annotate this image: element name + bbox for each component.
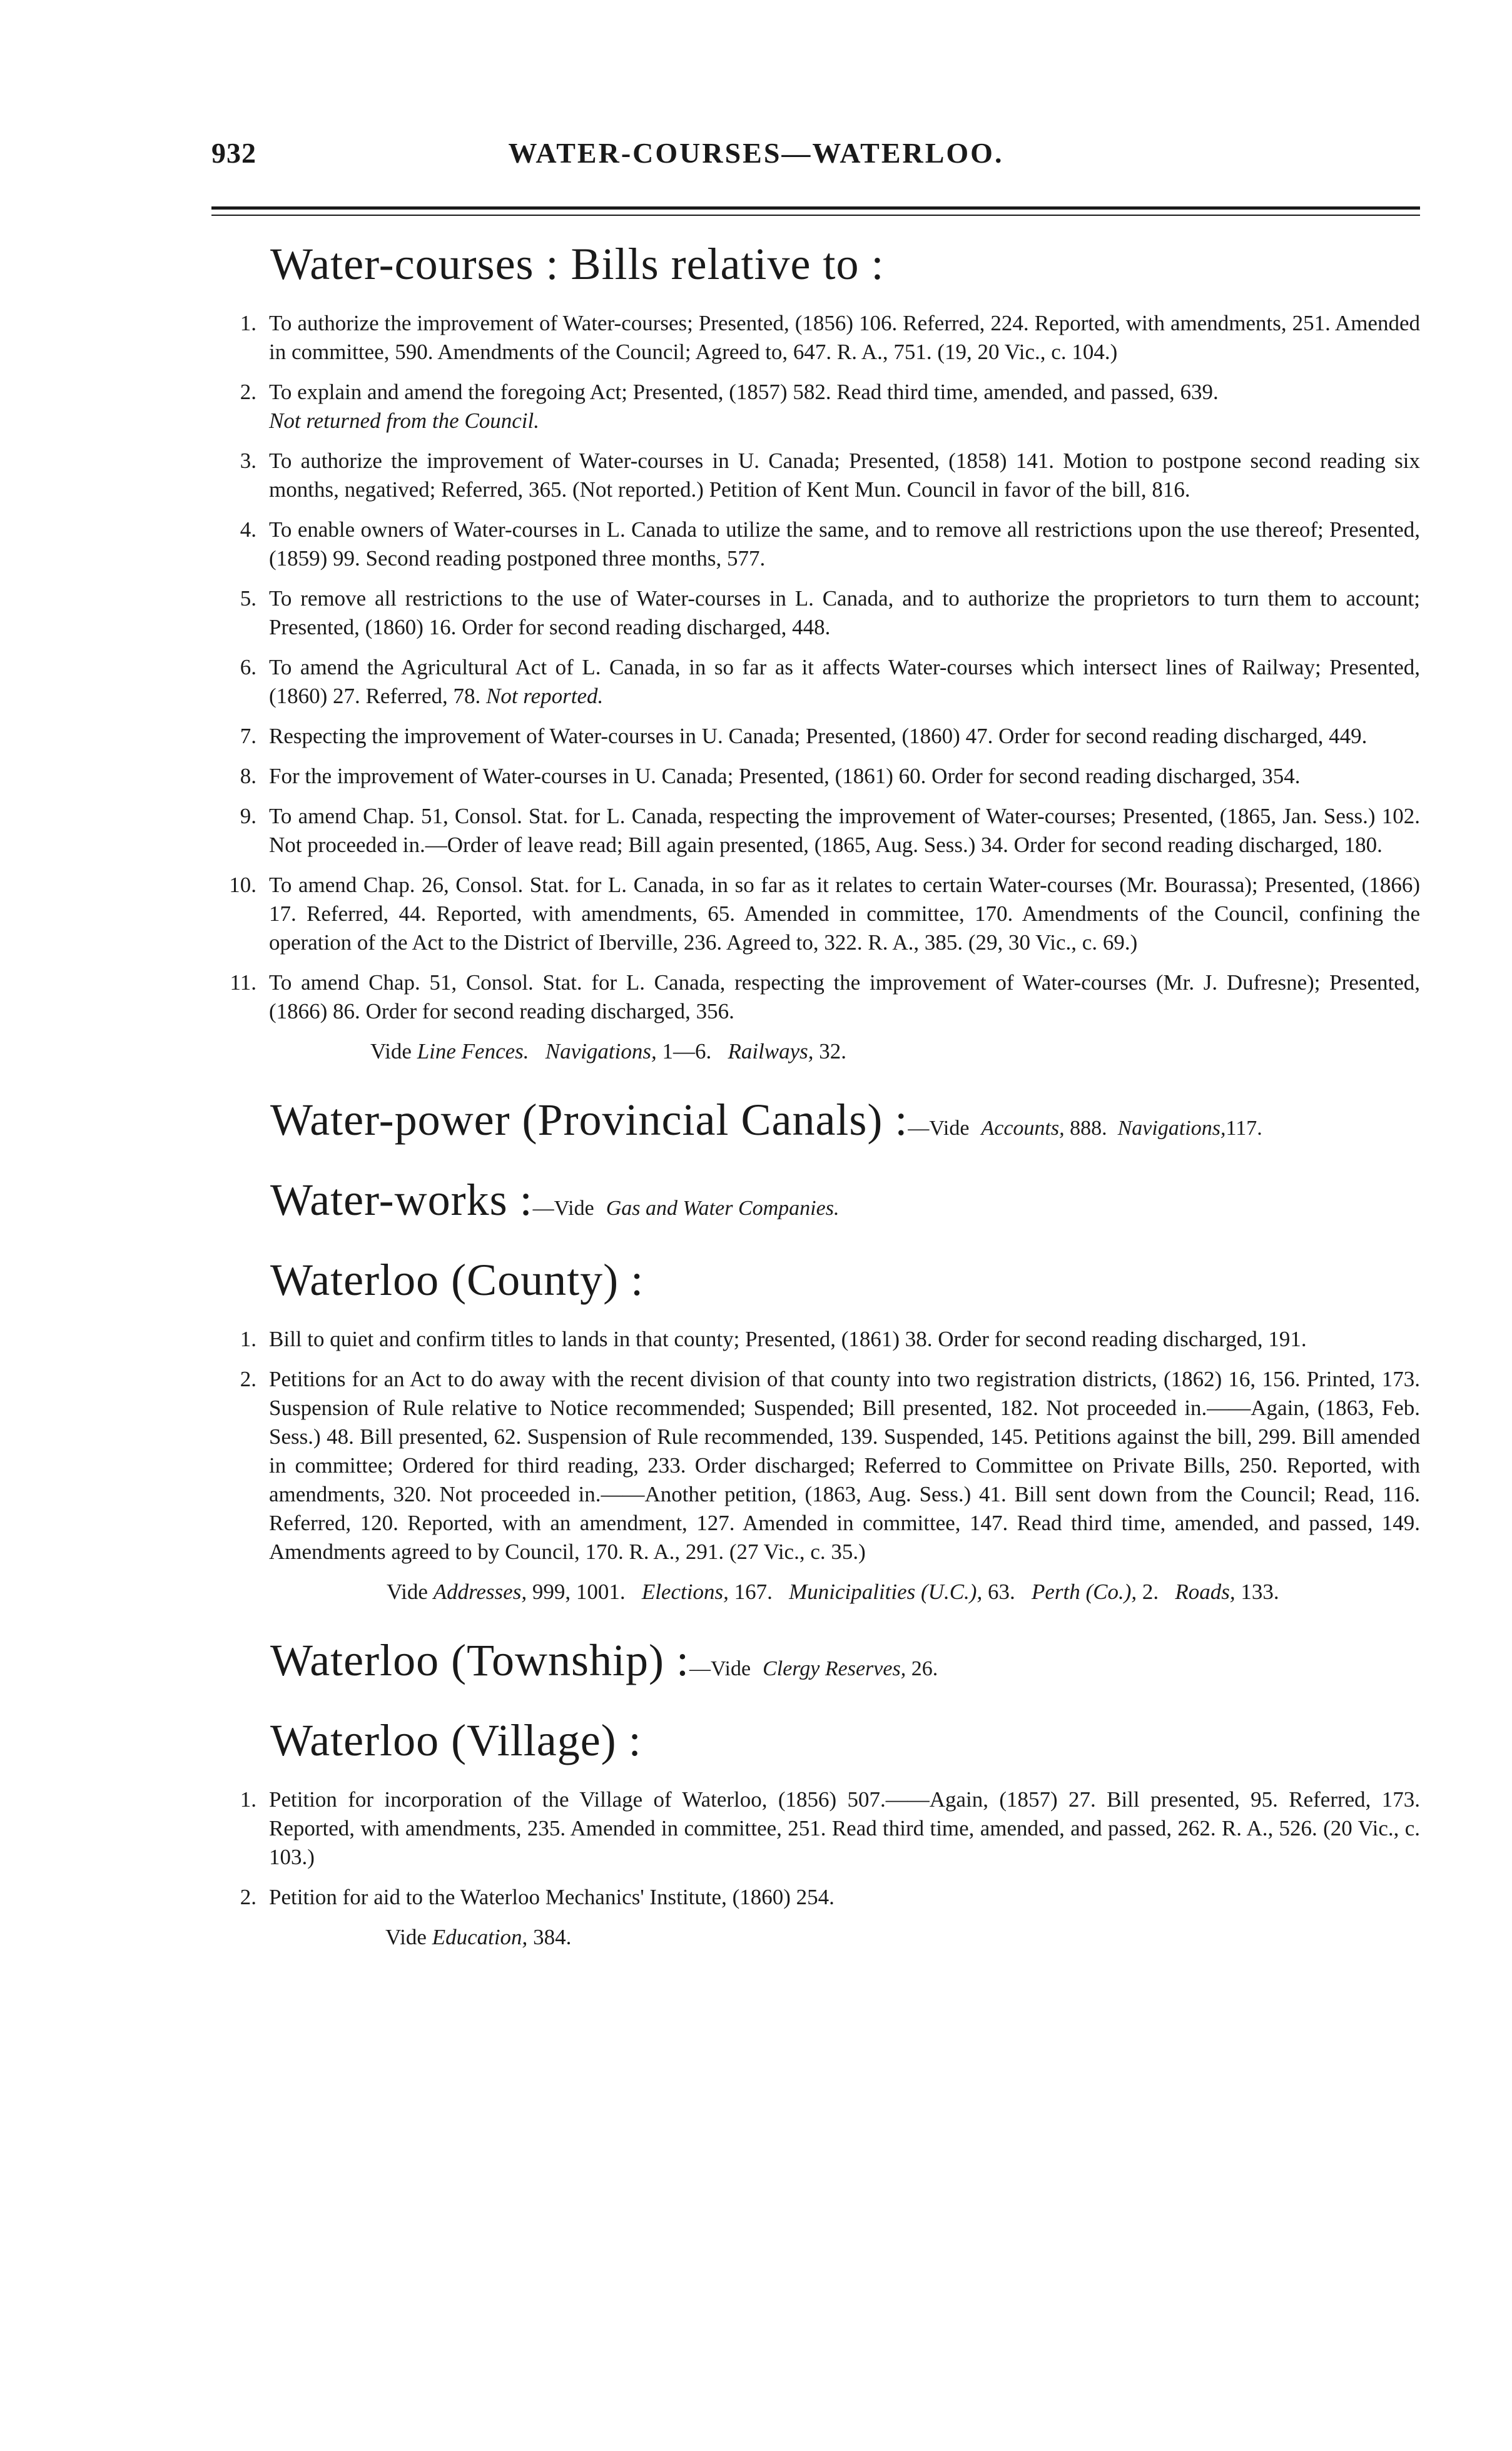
- cross-reference-pages: 167.: [734, 1580, 773, 1604]
- cross-reference-waterloo-county: [387, 1578, 1420, 1606]
- cross-reference-link[interactable]: Roads,: [1175, 1580, 1235, 1604]
- cross-reference-waterloo-village: [385, 1923, 1420, 1952]
- cross-reference-link[interactable]: Railways,: [728, 1039, 814, 1063]
- entry-number: 1.: [240, 311, 256, 335]
- list-item: [211, 871, 1420, 957]
- list-item: [211, 1365, 1420, 1566]
- entry-number: 10.: [229, 873, 256, 897]
- list-item: [211, 309, 1420, 367]
- entry-number: 2.: [240, 1885, 256, 1909]
- list-item: [211, 447, 1420, 504]
- vide-label: Vide: [385, 1925, 427, 1949]
- list-item: [211, 762, 1420, 791]
- section-heading-waterloo-township: [270, 1634, 1420, 1695]
- cross-reference-link[interactable]: Navigations,: [1117, 1117, 1226, 1140]
- cross-reference-pages: 999, 1001.: [532, 1580, 626, 1604]
- cross-reference-pages: 117.: [1225, 1117, 1262, 1140]
- list-item: [211, 378, 1420, 435]
- entry-number: 4.: [240, 517, 256, 542]
- header-rule-thick: [211, 206, 1420, 210]
- cross-reference-link[interactable]: Municipalities (U.C.),: [789, 1580, 983, 1604]
- entry-text: To amend Chap. 51, Consol. Stat. for L. Canada, respecting the improvement of Water-courses; Presented, (1865, Jan. Sess.) 102. Not proceeded in.—Order of leave read; Bill again presented, (1865, Aug. Sess.) 34. Order for second reading discharged, 180.: [269, 804, 1420, 857]
- entry-number: 6.: [240, 655, 256, 679]
- cross-reference-pages: 133.: [1241, 1580, 1279, 1604]
- entry-number: 8.: [240, 764, 256, 788]
- entry-text: Petitions for an Act to do away with the recent division of that county into two registration districts, (1862) 16, 156. Printed, 173. Suspension of Rule relative to Notice recommended; Suspended; Bill presented, 182. Not proceeded in.——Again, (1863, Feb. Sess.) 48. Bill presented, 62. Suspension of Rule recommended, 139. Suspended, 145. Petitions against the bill, 299. Bill amended in committee; Ordered for third reading, 233. Order discharged; Referred to Committee on Private Bills, 250. Reported, with amendments, 320. Not proceeded in.——Another petition, (1863, Aug. Sess.) 41. Bill sent down from the Council; Read, 116. Referred, 120. Reported, with an amendment, 127. Amended in committee, 147. Read third time, amended, and passed, 149. Amendments agreed to by Council, 170. R. A., 291. (27 Vic., c. 35.): [269, 1367, 1420, 1564]
- entry-number: 9.: [240, 804, 256, 828]
- entry-note: Not returned from the Council.: [269, 408, 539, 433]
- running-title: WATER-COURSES—WATERLOO.: [508, 137, 1004, 169]
- entry-text: To authorize the improvement of Water-courses in U. Canada; Presented, (1858) 141. Motion to postpone second reading six months, negatived; Referred, 365. (Not reported.) Petition of Kent Mun. Council in favor of the bill, 816.: [269, 449, 1420, 502]
- cross-reference-link[interactable]: Navigations,: [545, 1039, 657, 1063]
- entry-text: To remove all restrictions to the use of Water-courses in L. Canada, and to authorize the proprietors to turn them to account; Presented, (1860) 16. Order for second reading discharged, 448.: [269, 586, 1420, 639]
- section-heading-waterloo-county: Waterloo (County) :: [270, 1255, 644, 1305]
- entry-note: Not reported.: [485, 684, 604, 708]
- vide-label: —Vide: [532, 1197, 594, 1220]
- entry-number: 1.: [240, 1787, 256, 1812]
- entry-text: To enable owners of Water-courses in L. Canada to utilize the same, and to remove all restrictions upon the use thereof; Presented, (1859) 99. Second reading postponed three months, 577.: [269, 517, 1420, 571]
- list-item: [211, 1785, 1420, 1872]
- heading-text: Waterloo (Township) :: [270, 1635, 690, 1685]
- list-item: [211, 584, 1420, 642]
- vide-label: —Vide: [908, 1117, 970, 1140]
- entry-list-water-courses: [211, 309, 1420, 1026]
- list-item: [211, 722, 1420, 751]
- entry-text: To amend Chap. 26, Consol. Stat. for L. Canada, in so far as it relates to certain Water-courses (Mr. Bourassa); Presented, (1866) 17. Referred, 44. Reported, with amendments, 65. Amended in committee, 170. Amendments of the Council, confining the operation of the Act to the District of Iberville, 236. Agreed to, 322. R. A., 385. (29, 30 Vic., c. 69.): [269, 873, 1420, 955]
- entry-number: 11.: [230, 970, 256, 995]
- cross-reference-link[interactable]: Education,: [432, 1925, 528, 1949]
- entry-text: To explain and amend the foregoing Act; Presented, (1857) 582. Read third time, amended, and passed, 639.: [269, 380, 1219, 404]
- section-heading-waterloo-village: Waterloo (Village) :: [270, 1715, 642, 1765]
- cross-reference-pages: 26.: [911, 1657, 938, 1680]
- entry-number: 5.: [240, 586, 256, 611]
- list-item: [211, 802, 1420, 860]
- cross-reference-pages: 2.: [1142, 1580, 1159, 1604]
- entry-text: For the improvement of Water-courses in U. Canada; Presented, (1861) 60. Order for second reading discharged, 354.: [269, 764, 1301, 788]
- page-number: 932: [211, 137, 256, 169]
- cross-reference-pages: 888.: [1070, 1117, 1107, 1140]
- entry-number: 7.: [240, 724, 256, 748]
- list-item: [211, 1325, 1420, 1354]
- cross-reference-pages: 384.: [533, 1925, 572, 1949]
- entry-text: Bill to quiet and confirm titles to lands in that county; Presented, (1861) 38. Order for second reading discharged, 191.: [269, 1327, 1307, 1351]
- entry-list-waterloo-county: [211, 1325, 1420, 1566]
- list-item: [211, 653, 1420, 711]
- cross-reference-link[interactable]: Accounts,: [981, 1117, 1065, 1140]
- cross-reference-link[interactable]: Line Fences.: [417, 1039, 529, 1063]
- heading-text: Water-power (Provincial Canals) :: [270, 1095, 908, 1145]
- vide-label: Vide: [370, 1039, 412, 1063]
- cross-reference-link[interactable]: Perth (Co.),: [1031, 1580, 1137, 1604]
- vide-label: —Vide: [689, 1657, 751, 1680]
- entry-text: Respecting the improvement of Water-courses in U. Canada; Presented, (1860) 47. Order for second reading discharged, 449.: [269, 724, 1367, 748]
- section-heading-water-works: [270, 1174, 1420, 1235]
- cross-reference-link[interactable]: Elections,: [641, 1580, 729, 1604]
- cross-reference-link[interactable]: Addresses,: [433, 1580, 527, 1604]
- entry-text: Petition for incorporation of the Village of Waterloo, (1856) 507.——Again, (1857) 27. Bill presented, 95. Referred, 173. Reported, with amendments, 235. Amended in committee, 251. Read third time, amended, and passed, 262. R. A., 526. (20 Vic., c. 103.): [269, 1787, 1420, 1869]
- entry-text: Petition for aid to the Waterloo Mechanics' Institute, (1860) 254.: [269, 1885, 835, 1909]
- cross-reference-link[interactable]: Clergy Reserves,: [763, 1657, 906, 1680]
- entry-number: 3.: [240, 449, 256, 473]
- cross-reference-link[interactable]: Gas and Water Companies.: [606, 1197, 840, 1220]
- running-head: [0, 136, 1512, 180]
- entry-number: 2.: [240, 380, 256, 404]
- list-item: [211, 515, 1420, 573]
- cross-reference-pages: 32.: [819, 1039, 847, 1063]
- entry-text: To amend the Agricultural Act of L. Canada, in so far as it affects Water-courses which intersect lines of Railway; Presented, (1860) 27. Referred, 78.: [269, 655, 1420, 708]
- entry-number: 2.: [240, 1367, 256, 1391]
- cross-reference-water-courses: [370, 1037, 1420, 1066]
- entry-text: To authorize the improvement of Water-courses; Presented, (1856) 106. Referred, 224. Reported, with amendments, 251. Amended in committee, 590. Amendments of the Council; Agreed to, 647. R. A., 751. (19, 20 Vic., c. 104.): [269, 311, 1420, 364]
- cross-reference-pages: 63.: [987, 1580, 1015, 1604]
- vide-label: Vide: [387, 1580, 428, 1604]
- header-rule-thin: [211, 215, 1420, 216]
- section-heading-water-power: [270, 1094, 1420, 1155]
- entry-list-waterloo-village: [211, 1785, 1420, 1912]
- list-item: [211, 1883, 1420, 1912]
- heading-text: Water-works :: [270, 1175, 533, 1225]
- section-heading-water-courses: Water-courses : Bills relative to :: [270, 239, 885, 289]
- entry-number: 1.: [240, 1327, 256, 1351]
- cross-reference-pages: 1—6.: [662, 1039, 712, 1063]
- list-item: [211, 968, 1420, 1026]
- index-content: [211, 238, 1420, 1979]
- entry-text: To amend Chap. 51, Consol. Stat. for L. Canada, respecting the improvement of Water-courses (Mr. J. Dufresne); Presented, (1866) 86. Order for second reading discharged, 356.: [269, 970, 1420, 1023]
